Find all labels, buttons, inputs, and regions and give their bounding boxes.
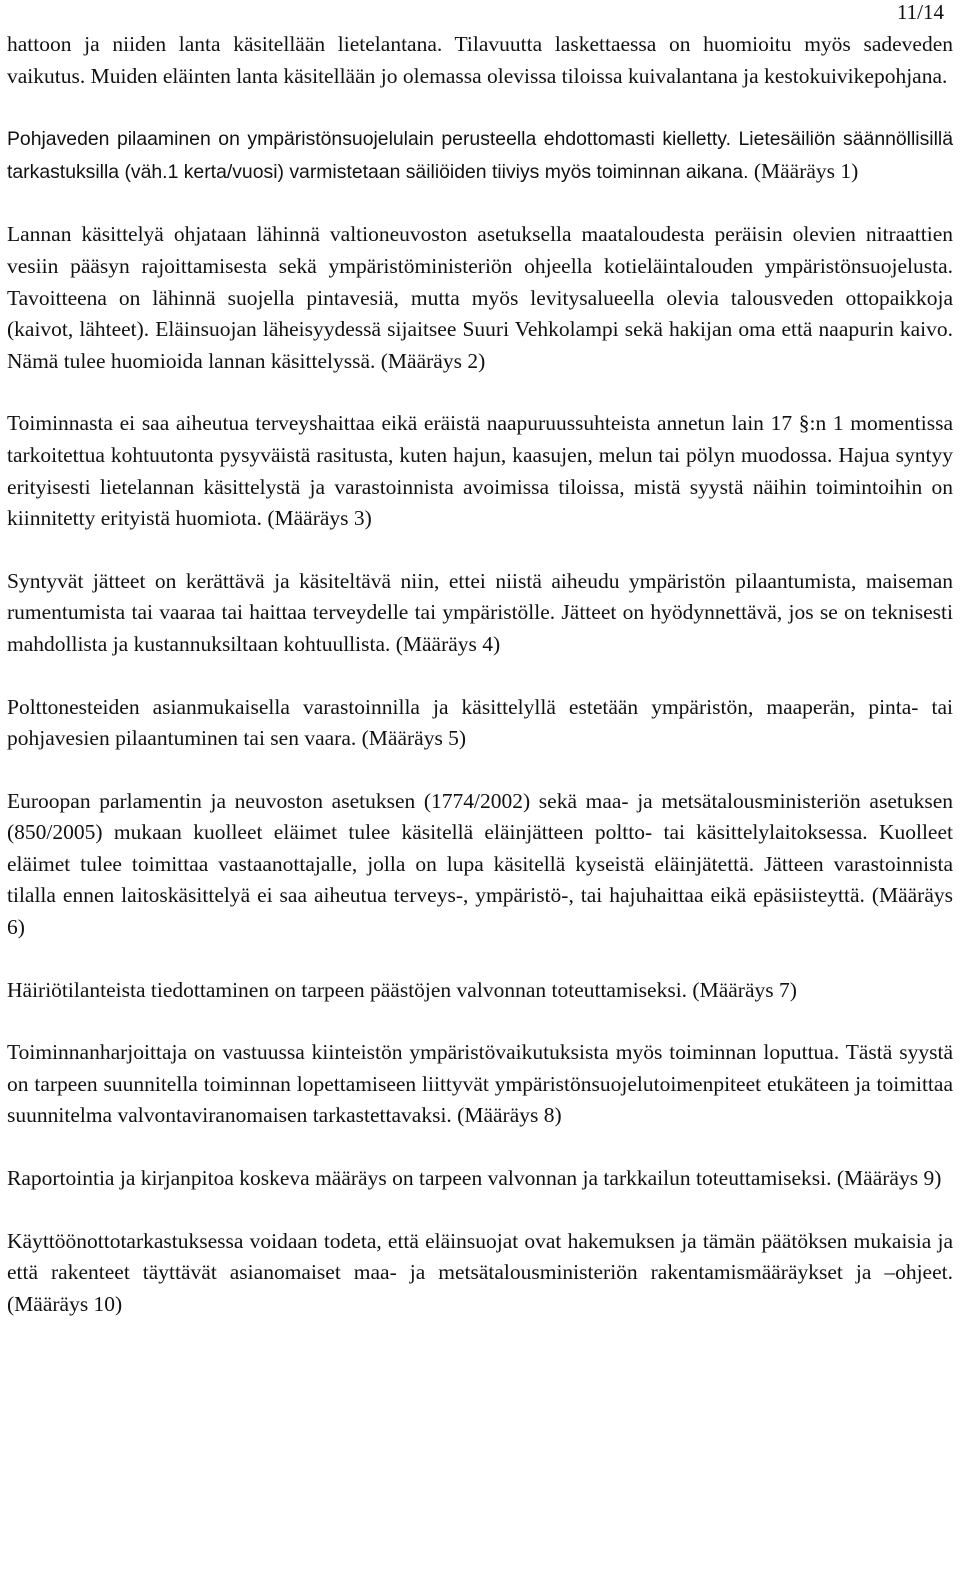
- document-body: [7, 29, 953, 1320]
- paragraph-raportointi: [7, 1163, 953, 1195]
- paragraph-text: Syntyvät jätteet on kerättävä ja käsiteltävä niin, ettei niistä aiheudu ympäristön pilaantumista, maiseman rumentumista tai vaaraa tai haittaa terveydelle tai ympäristölle. Jätteet on hyödynnettävä, jos se on teknisesti mahdollista ja kustannuksiltaan kohtuullista. (Määräys 4): [7, 568, 953, 656]
- paragraph-text: Polttonesteiden asianmukaisella varastoinnilla ja käsittelyllä estetään ympäristön, maaperän, pinta- tai pohjavesien pilaantuminen tai sen vaara. (Määräys 5): [7, 694, 953, 751]
- paragraph-pohjavesi: [7, 123, 953, 188]
- paragraph-polttonesteet: [7, 692, 953, 755]
- paragraph-text: Häiriötilanteista tiedottaminen on tarpeen päästöjen valvonnan toteuttamiseksi. (Määräys 7): [7, 977, 797, 1002]
- paragraph-text: Toiminnanharjoittaja on vastuussa kiinteistön ympäristövaikutuksista myös toiminnan loputtua. Tästä syystä on tarpeen suunnitella toiminnan lopettamiseen liittyvät ympäristönsuojelutoimenpiteet etukäteen ja toimittaa suunnitelma valvontaviranomaisen tarkastettavaksi. (Määräys 8): [7, 1040, 953, 1128]
- paragraph-text: Raportointia ja kirjanpitoa koskeva määräys on tarpeen valvonnan ja tarkkailun toteuttamiseksi. (Määräys 9): [7, 1166, 942, 1191]
- paragraph-terveyshaitta: [7, 408, 953, 534]
- paragraph-text: Käyttöönottotarkastuksessa voidaan todeta, että eläinsuojat ovat hakemuksen ja tämän päätöksen mukaisia ja että rakenteet täyttävät asianomaiset maa- ja metsätalousministeriön rakentamismääräykset ja –ohjeet. (Määräys 10): [7, 1228, 953, 1316]
- paragraph-text: Lannan käsittelyä ohjataan lähinnä valtioneuvoston asetuksella maataloudesta peräisin olevien nitraattien vesiin pääsyn rajoittamisesta sekä ympäristöministeriön ohjeella kotieläintalouden ympäristönsuojelusta. Tavoitteena on lähinnä suojella pintavesiä, mutta myös levitysalueella olevia talousveden ottopaikkoja (kaivot, lähteet). Eläinsuojan läheisyydessä sijaitsee Suuri Vehkolampi sekä hakijan oma että naapurin kaivo. Nämä tulee huomioida lannan käsittelyssä. (Määräys 2): [7, 222, 953, 373]
- paragraph-text: Toiminnasta ei saa aiheutua terveyshaittaa eikä eräistä naapuruussuhteista annetun lain 17 §:n 1 momentissa tarkoitettua kohtuutonta pysyväistä rasitusta, kuten hajun, kaasujen, melun tai pölyn muodossa. Hajua syntyy erityisesti lietelannan käsittelystä ja varastoinnista avoimissa tiloissa, mistä syystä näihin toimintoihin on kiinnitetty erityistä huomiota. (Määräys 3): [7, 411, 953, 531]
- paragraph-reference: (Määräys 1): [748, 158, 859, 183]
- paragraph-lannan-kasittely: [7, 219, 953, 377]
- paragraph-text: Euroopan parlamentin ja neuvoston asetuksen (1774/2002) sekä maa- ja metsätalousministeriön asetuksen (850/2005) mukaan kuolleet eläimet tulee käsitellä eläinjätteen poltto- tai käsittelylaitoksessa. Kuolleet eläimet tulee toimittaa vastaanottajalle, jolla on lupa käsitellä kyseistä eläinjätettä. Jätteen varastoinnista tilalla ennen laitoskäsittelyä ei saa aiheutua terveys-, ympäristö-, tai hajuhaittaa eikä epäsiisteyttä. (Määräys 6): [7, 788, 953, 940]
- paragraph-hairiotilanteet: [7, 975, 953, 1007]
- page-number: 11/14: [896, 0, 944, 24]
- paragraph-lopettaminen: [7, 1037, 953, 1132]
- paragraph-text-sans: Pohjaveden pilaaminen on ympäristönsuojelulain perusteella ehdottomasti kielletty. Lietesäiliön säännöllisillä tarkastuksilla (väh.1 kerta/vuosi) varmistetaan säiliöiden tiiviys myös toiminnan aikana.: [7, 128, 953, 183]
- paragraph-kuolleet-elaimet: [7, 786, 953, 944]
- paragraph-lanta: [7, 29, 953, 92]
- paragraph-kayttoonotto: [7, 1226, 953, 1321]
- paragraph-jatteet: [7, 566, 953, 661]
- paragraph-text: hattoon ja niiden lanta käsitellään lietelantana. Tilavuutta laskettaessa on huomioitu myös sadeveden vaikutus. Muiden eläinten lanta käsitellään jo olemassa olevissa tiloissa kuivalantana ja kestokuivikepohjana.: [7, 32, 953, 88]
